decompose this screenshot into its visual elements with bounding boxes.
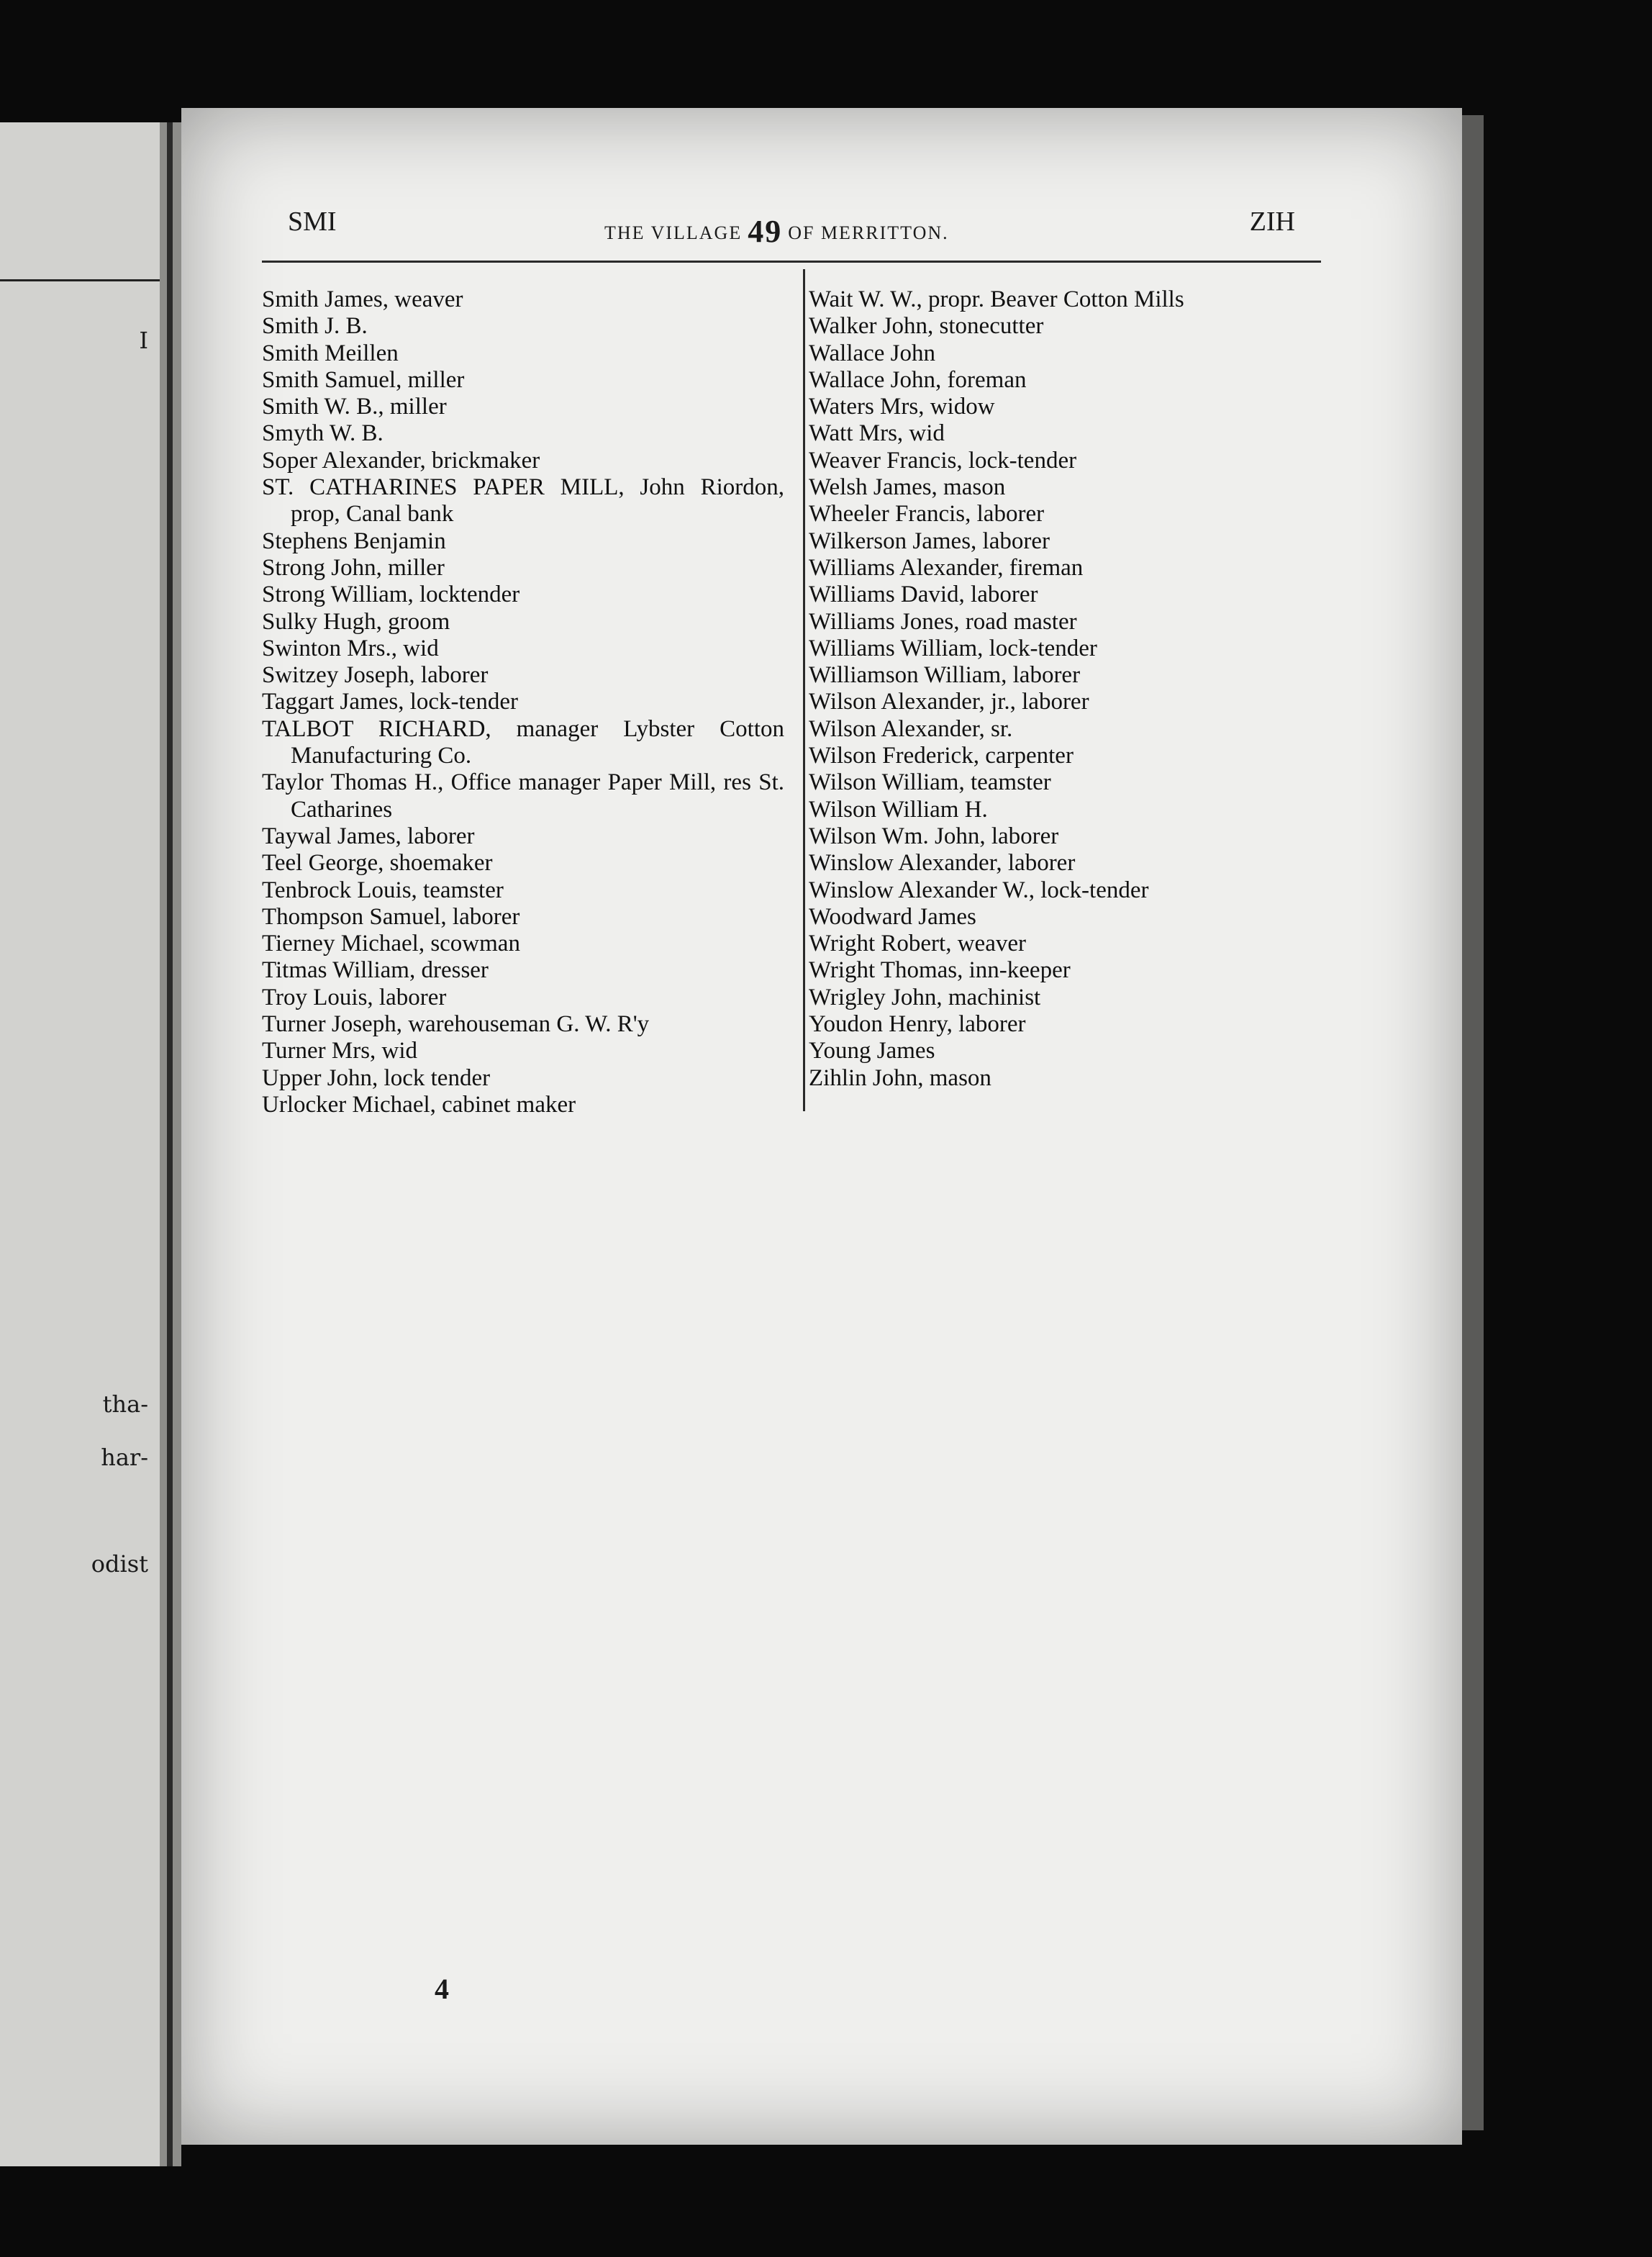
directory-entry: Wilson Alexander, sr.	[809, 715, 1013, 742]
directory-entry: Winslow Alexander W., lock-tender	[809, 877, 1149, 903]
directory-entry: Wait W. W., propr. Beaver Cotton Mills	[809, 286, 1184, 312]
directory-entry: Williams Jones, road master	[809, 608, 1077, 635]
header-guide-start: SMI	[288, 207, 337, 237]
column-divider	[803, 269, 805, 1111]
directory-entry: Wilson William H.	[809, 796, 988, 823]
directory-entry: Williams William, lock-tender	[809, 635, 1097, 661]
directory-entry: Wrigley John, machinist	[809, 984, 1041, 1010]
directory-entry: Upper John, lock tender	[262, 1064, 491, 1091]
directory-entry: Urlocker Michael, cabinet maker	[262, 1091, 576, 1118]
directory-entry: Sulky Hugh, groom	[262, 608, 450, 635]
directory-entry: Titmas William, dresser	[262, 957, 489, 984]
directory-entry: Waters Mrs, widow	[809, 394, 995, 420]
directory-entry: Taywal James, laborer	[262, 823, 475, 849]
directory-entry: Winslow Alexander, laborer	[809, 850, 1076, 877]
directory-entry: Wilkerson James, laborer	[809, 528, 1050, 554]
directory-entry: Walker John, stonecutter	[809, 313, 1044, 340]
facing-page-rule	[0, 279, 160, 281]
directory-entry: Wright Robert, weaver	[809, 931, 1026, 957]
directory-entry: Soper Alexander, brickmaker	[262, 447, 540, 474]
signature-mark: 4	[435, 1973, 449, 2005]
directory-entry: Smith Samuel, miller	[262, 366, 465, 393]
directory-entry: Smith J. B.	[262, 313, 368, 340]
page-number: 49	[748, 214, 783, 249]
directory-entry: Swinton Mrs., wid	[262, 635, 439, 661]
directory-entry: Youdon Henry, laborer	[809, 1011, 1026, 1038]
directory-entry: Woodward James	[809, 903, 976, 930]
binding-thread	[167, 122, 173, 2166]
facing-page-fragment: odist	[91, 1550, 148, 1578]
directory-entry: Welsh James, mason	[809, 474, 1006, 501]
directory-entry: Teel George, shoemaker	[262, 850, 493, 877]
directory-entry: Wilson Frederick, carpenter	[809, 743, 1074, 769]
directory-entry: Switzey Joseph, laborer	[262, 662, 489, 689]
header-rule	[262, 261, 1321, 263]
directory-entry: Taggart James, lock-tender	[262, 689, 518, 715]
directory-entry: Smith Meillen	[262, 340, 399, 366]
directory-entry: Troy Louis, laborer	[262, 984, 447, 1010]
directory-entry: Thompson Samuel, laborer	[262, 903, 520, 930]
directory-entry: Tenbrock Louis, teamster	[262, 877, 504, 903]
book-spine	[160, 122, 181, 2166]
directory-entry: Stephens Benjamin	[262, 528, 446, 554]
directory-entry: TALBOT RICHARD, manager Lybster Cotton Manufacturing Co.	[262, 715, 784, 769]
directory-entry: Wallace John, foreman	[809, 366, 1027, 393]
directory-entry: Wright Thomas, inn-keeper	[809, 957, 1071, 984]
directory-entry: Young James	[809, 1038, 935, 1064]
facing-page-fragment: I	[139, 327, 148, 354]
directory-entry: Williamson William, laborer	[809, 662, 1081, 689]
right-column	[809, 286, 1312, 1092]
left-column	[262, 286, 784, 1118]
directory-entry: Tierney Michael, scowman	[262, 931, 520, 957]
directory-entry: Smith James, weaver	[262, 286, 463, 312]
directory-entry: Wilson William, teamster	[809, 769, 1051, 796]
header-title-end: OF MERRITTON.	[788, 222, 949, 243]
directory-entry: Turner Mrs, wid	[262, 1038, 418, 1064]
directory-entry: Williams Alexander, fireman	[809, 554, 1084, 581]
directory-entry: Williams David, laborer	[809, 582, 1038, 608]
directory-entry: Taylor Thomas H., Office manager Paper Mill, res St. Catharines	[262, 769, 784, 823]
header-title	[604, 210, 949, 247]
directory-entry: Smith W. B., miller	[262, 394, 447, 420]
directory-entry: Wallace John	[809, 340, 936, 366]
header-guide-end: ZIH	[1249, 207, 1295, 237]
directory-entry: ST. CATHARINES PAPER MILL, John Riordon, prop, Canal bank	[262, 474, 784, 528]
directory-entry: Strong John, miller	[262, 554, 445, 581]
facing-page	[0, 122, 161, 2166]
directory-entry: Watt Mrs, wid	[809, 420, 945, 447]
directory-entry: Smyth W. B.	[262, 420, 384, 447]
directory-entry: Wilson Alexander, jr., laborer	[809, 689, 1089, 715]
directory-entry: Strong William, locktender	[262, 582, 520, 608]
page-edge	[1462, 115, 1484, 2130]
facing-page-fragment: har-	[101, 1444, 148, 1471]
directory-entry: Wheeler Francis, laborer	[809, 501, 1045, 528]
facing-page-fragment: tha-	[102, 1390, 148, 1418]
running-header	[288, 206, 1295, 249]
directory-entry: Turner Joseph, warehouseman G. W. R'y	[262, 1011, 650, 1038]
directory-entry: Weaver Francis, lock-tender	[809, 447, 1077, 474]
header-title-start: THE VILLAGE	[604, 222, 743, 243]
directory-entry: Wilson Wm. John, laborer	[809, 823, 1059, 849]
directory-entry: Zihlin John, mason	[809, 1064, 991, 1091]
